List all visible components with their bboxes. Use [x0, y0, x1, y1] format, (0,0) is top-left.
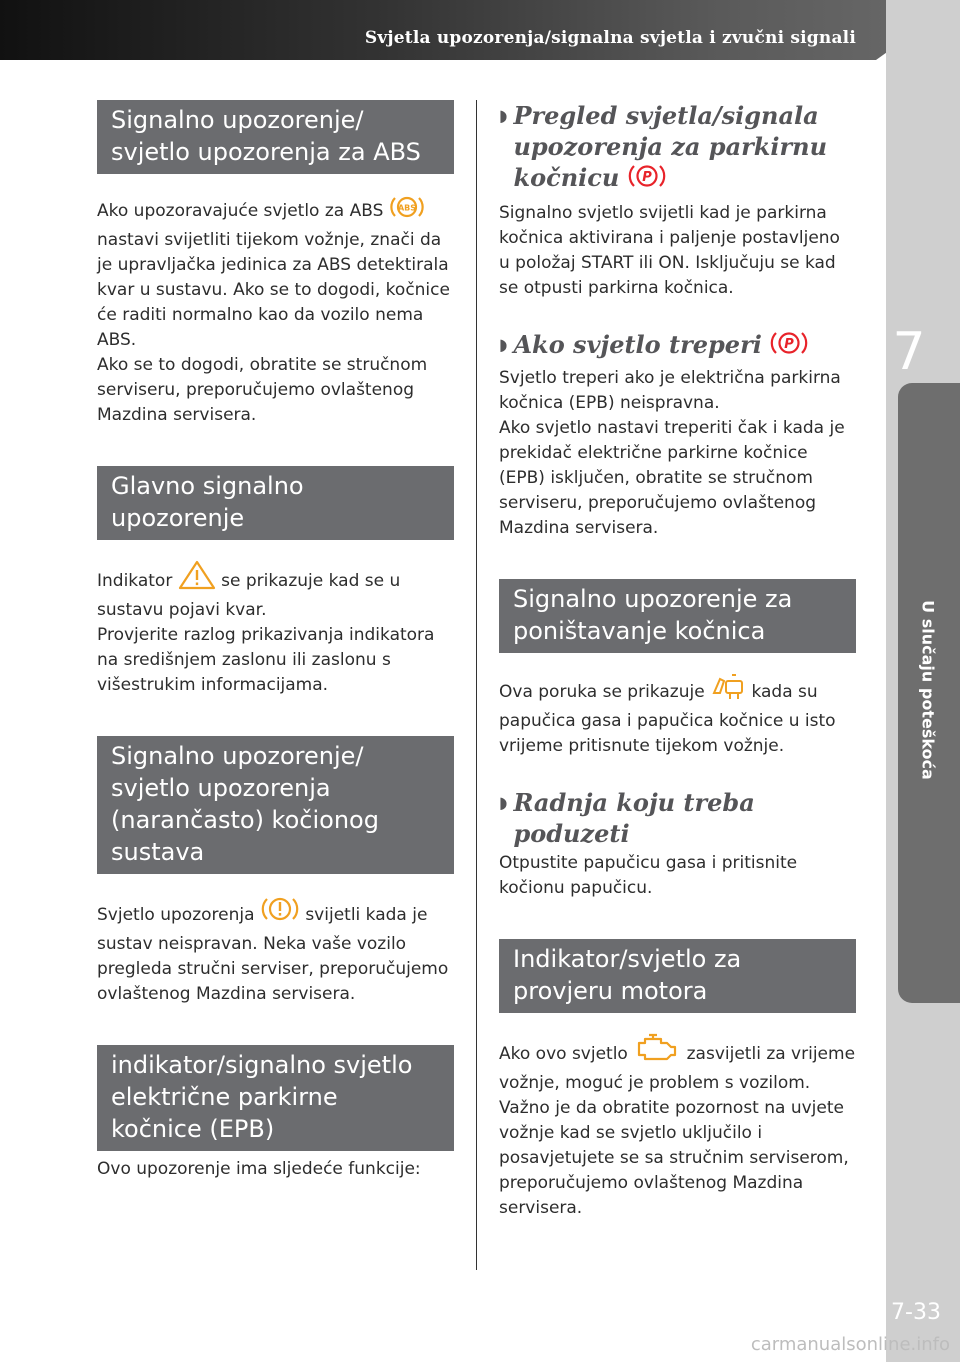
brake-system-warning-icon	[260, 894, 300, 932]
heading-line: Signalno upozorenje/	[111, 742, 364, 770]
heading-line: sustava	[111, 838, 205, 866]
heading-line: upozorenje	[111, 504, 245, 532]
heading-line: svjetlo upozorenja	[111, 774, 331, 802]
heading-line: (narančasto) kočionog	[111, 806, 379, 834]
heading-line: poništavanje kočnica	[513, 617, 766, 645]
heading-line: Signalno upozorenje/	[111, 106, 364, 134]
subheading-line: Pregled svjetla/signala	[513, 101, 819, 130]
epb-paragraph: Ovo upozorenje ima sljedeće funkcije:	[97, 1159, 421, 1179]
parking-brake-icon	[628, 162, 666, 197]
abs-paragraph-2: Ako se to dogodi, obratite se stručnom serviseru, preporučujemo ovlaštenog Mazdina servisera.	[97, 355, 428, 425]
text-span: Ako upozoravajuće svjetlo za ABS	[97, 201, 389, 221]
parking-brake-icon	[770, 329, 808, 364]
heading-line: indikator/signalno svjetlo	[111, 1051, 413, 1079]
flash-paragraph: Svjetlo treperi ako je električna parkirna kočnica (EPB) neispravna.	[499, 368, 841, 413]
text-span: Ova poruka se prikazuje	[499, 682, 711, 702]
page-number: 7-33	[891, 1300, 941, 1325]
brake-override-icon	[710, 673, 746, 709]
text-span: nastavi svijetliti tijekom vožnje, znači da je upravljačka jedinica za ABS detektirala kvar u sustavu. Ako se to dogodi, kočnice će raditi normalno kao da vozilo nema ABS.	[97, 230, 450, 350]
brake-system-paragraph	[97, 894, 454, 1007]
subheading-line: Radnja koju treba poduzeti	[513, 788, 755, 848]
action-paragraph: Otpustite papučicu gasa i pritisnite kočionu papučicu.	[499, 853, 798, 898]
heading-line: Glavno signalno	[111, 472, 304, 500]
parking-brake-paragraph: Signalno svjetlo svijetli kad je parkirna kočnica aktivirana i paljenje postavljeno u položaj START ili ON. Isključuju se kad se otpusti parkirna kočnica.	[499, 203, 840, 298]
bullet-icon: ◗	[499, 335, 508, 354]
abs-paragraph	[97, 194, 454, 353]
heading-line: električne parkirne	[111, 1083, 338, 1111]
text-span: svijetli kada je sustav neispravan. Neka vaše vozilo pregleda stručni serviser, preporučujemo ovlaštenog Mazdina servisera.	[97, 905, 449, 1004]
subheading-action	[499, 787, 856, 849]
chapter-label: U slučaju poteškoća	[918, 600, 938, 780]
check-engine-icon	[633, 1033, 681, 1071]
section-heading-epb	[97, 1045, 454, 1151]
heading-line: svjetlo upozorenja za ABS	[111, 138, 421, 166]
text-span: kada su papučica gasa i papučica kočnice u isto vrijeme pritisnute tijekom vožnje.	[499, 682, 836, 756]
header-title: Svjetla upozorenja/signalna svjetla i zvučni signali	[364, 28, 856, 48]
text-span: zasvijetli za vrijeme vožnje, moguć je problem s vozilom. Važno je da obratite pozornost na uvjete vožnje kad se svjetlo uključilo i posavjetujete se sa stručnim serviserom, preporučujemo ovlaštenog Mazdina servisera.	[499, 1044, 856, 1218]
heading-line: provjeru motora	[513, 977, 708, 1005]
column-divider	[476, 100, 477, 1270]
text-span: se prikazuje kad se u sustavu pojavi kvar.	[97, 571, 401, 620]
section-heading-abs	[97, 100, 454, 174]
svg-text:P: P	[784, 337, 794, 352]
text-span: Svjetlo upozorenja	[97, 905, 260, 925]
section-heading-brake-override	[499, 579, 856, 653]
section-heading-master-warning	[97, 466, 454, 540]
svg-text:P: P	[641, 170, 652, 185]
heading-line: kočnice (EPB)	[111, 1115, 275, 1143]
bullet-icon: ◗	[499, 106, 508, 125]
text-span: Indikator	[97, 571, 178, 591]
section-heading-check-engine	[499, 939, 856, 1013]
subheading-light-flashes	[499, 329, 856, 364]
bullet-icon: ◗	[499, 793, 508, 812]
subheading-parking-brake-overview	[499, 100, 856, 197]
master-warning-paragraph	[97, 560, 454, 623]
brake-override-paragraph	[499, 673, 856, 759]
svg-text:ABS: ABS	[397, 203, 416, 213]
heading-line: Signalno upozorenje za	[513, 585, 793, 613]
chapter-number: 7	[892, 322, 926, 382]
right-column	[499, 100, 856, 1221]
master-warning-triangle-icon	[178, 560, 216, 598]
section-heading-brake-system	[97, 736, 454, 874]
watermark: carmanualsonline.info	[750, 1334, 950, 1355]
left-column	[97, 100, 454, 1182]
heading-line: Indikator/svjetlo za	[513, 945, 742, 973]
subheading-line: Ako svjetlo treperi	[513, 330, 771, 359]
subheading-line: kočnicu	[513, 163, 628, 192]
abs-warning-icon	[389, 194, 425, 228]
master-warning-paragraph-2: Provjerite razlog prikazivanja indikatora na središnjem zaslonu ili zaslonu s višestrukim informacijama.	[97, 625, 435, 695]
flash-paragraph-2: Ako svjetlo nastavi treperiti čak i kada je prekidač električne parkirne kočnice (EPB) isključen, obratite se stručnom serviseru, preporučujemo ovlaštenog Mazdina servisera.	[499, 418, 845, 538]
check-engine-paragraph	[499, 1033, 856, 1221]
subheading-line: upozorenja za parkirnu	[513, 132, 828, 161]
text-span: Ako ovo svjetlo	[499, 1044, 634, 1064]
